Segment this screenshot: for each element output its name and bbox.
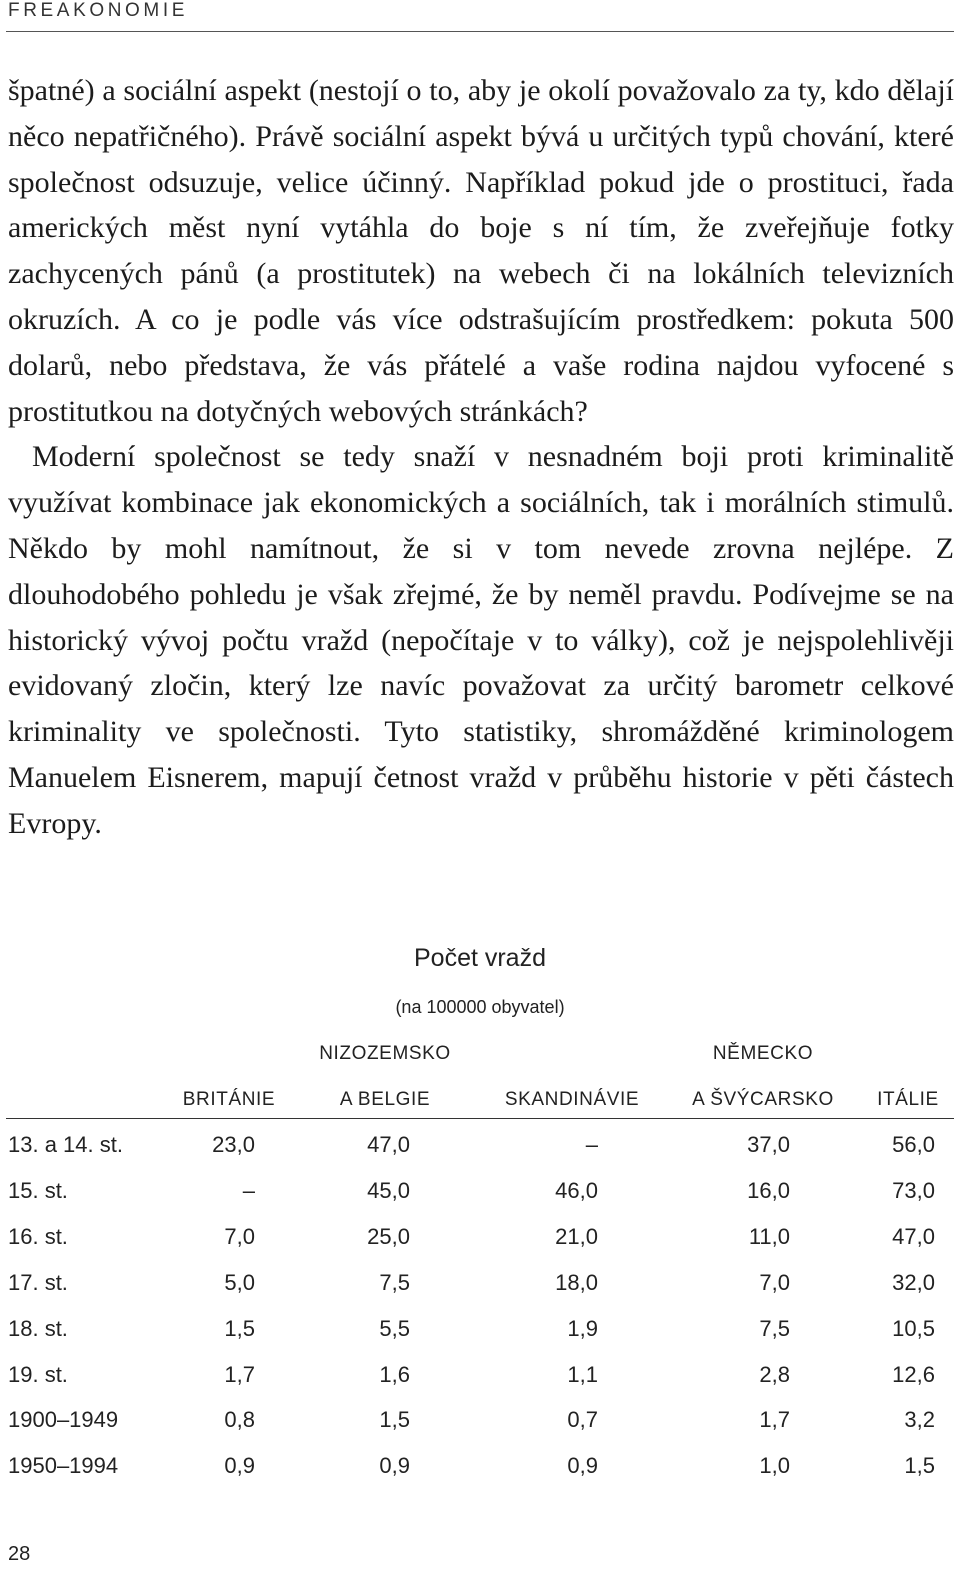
table-cell: 0,9	[224, 1453, 255, 1479]
table-cell: 1,6	[379, 1361, 410, 1387]
table-cell: 5,5	[379, 1315, 410, 1341]
table-cell: 0,9	[379, 1453, 410, 1479]
column-header-2-line1: NIZOZEMSKO	[319, 1043, 451, 1064]
row-label: 18. st.	[8, 1315, 68, 1341]
row-label: 19. st.	[8, 1361, 68, 1387]
table-header-divider	[6, 1118, 954, 1119]
column-header-1-line2: BRITÁNIE	[182, 1089, 276, 1110]
table-cell: 7,5	[379, 1269, 410, 1295]
table-cell: 0,9	[567, 1453, 598, 1479]
row-label: 1950–1994	[8, 1453, 119, 1479]
row-label: 16. st.	[8, 1223, 68, 1249]
table-cell: 0,8	[224, 1407, 255, 1433]
table-subtitle: (na 100000 obyvatel)	[395, 997, 565, 1017]
table-cell: 2,8	[759, 1361, 790, 1387]
table-cell: 37,0	[747, 1132, 790, 1157]
table-cell: 25,0	[367, 1223, 410, 1249]
row-label: 17. st.	[8, 1269, 68, 1295]
table-cell: 23,0	[212, 1132, 255, 1157]
paragraph-2: Moderní společnost se tedy snaží v nesnadném boji proti kriminalitě využívat kombinace jak ekonomických a sociálních, tak i morálních stimulů. Někdo by mohl namítnout, že si v tom nevede zrovna nejlépe. Z dlouhodobého pohledu je však zřejmé, že by neměl pravdu. Podívejme se na historický vývoj počtu vražd (nepočítaje v to války), což je nejspolehlivěji evidovaný zločin, který lze navíc považovat za určitý barometr celkové kriminality ve společnosti. Tyto statistiky, shromážděné kriminologem Manuelem Eisnerem, mapují četnost vražd v průběhu historie v pěti částech Evropy.	[8, 440, 954, 840]
table-cell: 5,0	[224, 1269, 255, 1295]
column-header-5-line2: ITÁLIE	[877, 1089, 939, 1110]
row-label: 15. st.	[8, 1177, 68, 1203]
page-number: 28	[8, 1543, 31, 1565]
header-divider	[6, 31, 954, 32]
table-cell: 1,5	[224, 1315, 255, 1341]
table-cell: 1,7	[224, 1361, 255, 1387]
row-label: 13. a 14. st.	[8, 1132, 123, 1157]
table-cell: 21,0	[555, 1223, 598, 1249]
table-cell: 10,5	[892, 1315, 935, 1341]
table-cell: 7,0	[224, 1223, 255, 1249]
table-cell: 46,0	[555, 1177, 598, 1203]
paragraph-1: špatné) a sociální aspekt (nestojí o to, aby je okolí považovalo za ty, kdo dělají něco nepatřičného). Právě sociální aspekt bývá u určitých typů chování, které společnost odsuzuje, velice účinný. Například pokud jde o prostituci, řada amerických měst nyní vytáhla do boje s ní tím, že zveřejňuje fotky zachycených pánů (a prostitutek) na webech či na lokálních televizních okruzích. A co je podle vás více odstrašujícím prostředkem: pokuta 500 dolarů, nebo představa, že vás přátelé a vaše rodina najdou vyfocené s prostitutkou na dotyčných webových stránkách?	[8, 74, 954, 428]
body-text	[8, 68, 954, 847]
column-header-4-line2: A ŠVÝCARSKO	[692, 1089, 834, 1110]
table-cell: 47,0	[367, 1132, 410, 1157]
table-cell: –	[242, 1177, 255, 1203]
table-cell: 1,7	[759, 1407, 790, 1433]
table-cell: 12,6	[892, 1361, 935, 1387]
table-cell: 1,5	[379, 1407, 410, 1433]
table-cell: 3,2	[904, 1407, 935, 1433]
running-header: FREAKONOMIE	[8, 0, 189, 21]
column-header-3-line2: SKANDINÁVIE	[504, 1089, 640, 1110]
table-cell: 0,7	[567, 1407, 598, 1433]
table-cell: 7,0	[759, 1269, 790, 1295]
column-header-4-line1: NĚMECKO	[712, 1043, 814, 1064]
table-cell: 1,0	[759, 1453, 790, 1479]
table-cell: 1,5	[904, 1453, 935, 1479]
table-cell: 1,9	[567, 1315, 598, 1341]
table-cell: 16,0	[747, 1177, 790, 1203]
table-title: Počet vražd	[413, 944, 546, 972]
table-cell: 7,5	[759, 1315, 790, 1341]
table-cell: 73,0	[892, 1177, 935, 1203]
table-cell: 56,0	[892, 1132, 935, 1157]
table-cell: 18,0	[555, 1269, 598, 1295]
table-cell: 45,0	[367, 1177, 410, 1203]
row-label: 1900–1949	[8, 1407, 119, 1433]
table-cell: 1,1	[567, 1361, 598, 1387]
table-cell: 11,0	[748, 1223, 790, 1249]
table-cell: –	[585, 1132, 598, 1157]
column-header-2-line2: A BELGIE	[339, 1089, 431, 1110]
table-cell: 32,0	[892, 1269, 935, 1295]
table-cell: 47,0	[892, 1223, 935, 1249]
